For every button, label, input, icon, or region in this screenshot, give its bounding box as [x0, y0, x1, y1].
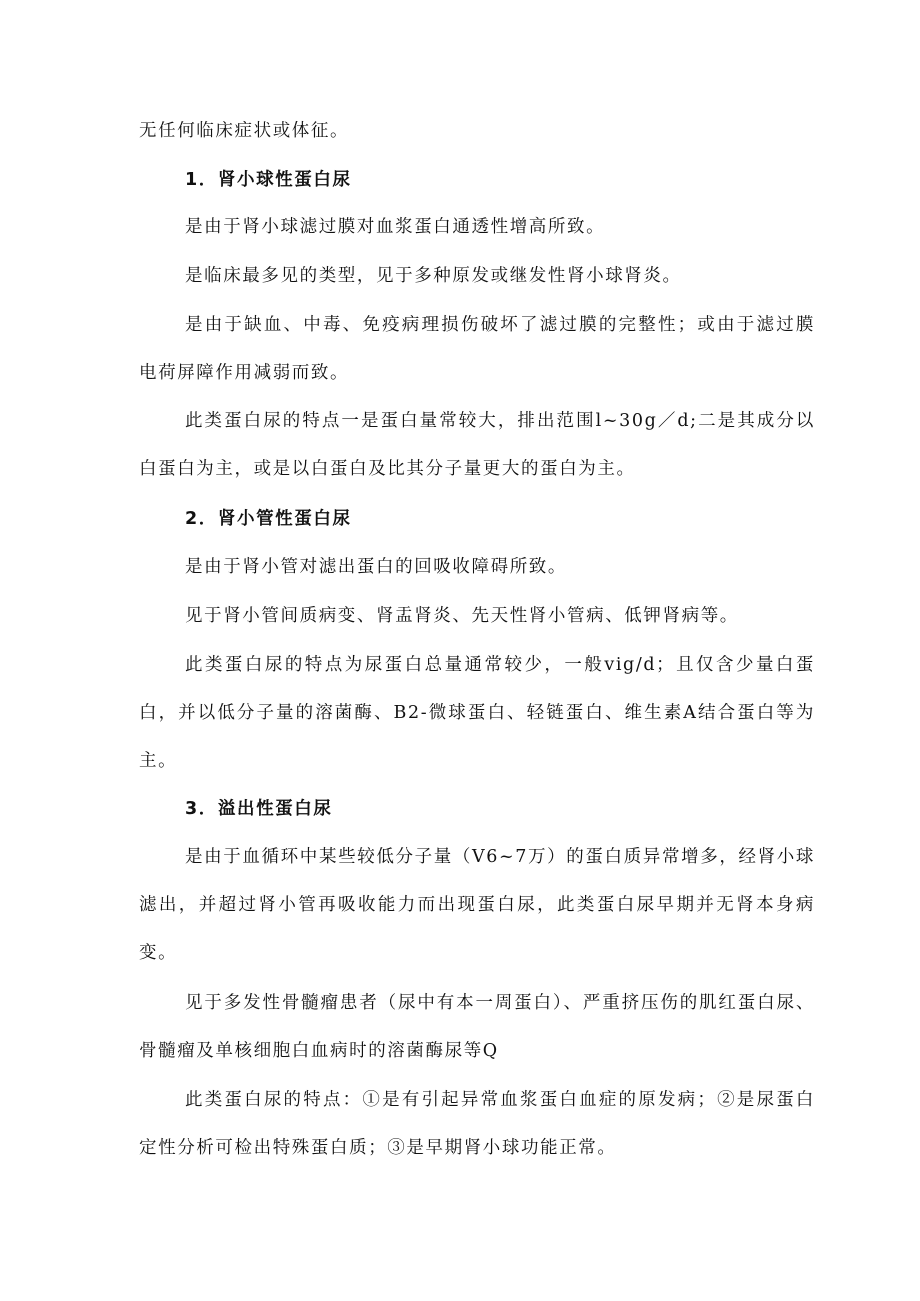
paragraph-intro-tail: 无任何临床症状或体征。: [139, 121, 350, 141]
section-heading-overflow: 3．溢出性蛋白尿: [185, 799, 333, 819]
paragraph-glomerular-type: 是临床最多见的类型，见于多种原发或继发性肾小球肾炎。: [185, 266, 682, 286]
paragraph-tubular-cause: 是由于肾小管对滤出蛋白的回吸收障碍所致。: [185, 557, 567, 577]
section-heading-glomerular: 1．肾小球性蛋白尿: [185, 170, 352, 190]
paragraph-glomerular-features: 此类蛋白尿的特点一是蛋白量常较大，排出范围l~30g／d;二是其成分以白蛋白为主，或是以白蛋白及比其分子量更大的蛋白为主。: [139, 411, 815, 479]
paragraph-overflow-features: 此类蛋白尿的特点：①是有引起异常血浆蛋白血症的原发病；②是尿蛋白定性分析可检出特殊蛋白质；③是早期肾小球功能正常。: [139, 1090, 815, 1158]
paragraph-glomerular-cause: 是由于肾小球滤过膜对血浆蛋白通透性增高所致。: [185, 217, 606, 237]
paragraph-overflow-cause: 是由于血循环中某些较低分子量（V6~7万）的蛋白质异常增多，经肾小球滤出，并超过肾小管再吸收能力而出现蛋白尿，此类蛋白尿早期并无肾本身病变。: [139, 847, 815, 963]
paragraph-overflow-diseases: 见于多发性骨髓瘤患者（尿中有本一周蛋白）、严重挤压伤的肌红蛋白尿、骨髓瘤及单核细胞白血病时的溶菌酶尿等Q: [139, 993, 815, 1061]
section-heading-tubular: 2．肾小管性蛋白尿: [185, 509, 352, 529]
paragraph-tubular-features: 此类蛋白尿的特点为尿蛋白总量通常较少，一般vig/d；且仅含少量白蛋白，并以低分子量的溶菌酶、B2-微球蛋白、轻链蛋白、维生素A结合蛋白等为主。: [139, 655, 815, 771]
paragraph-glomerular-mechanism: 是由于缺血、中毒、免疫病理损伤破坏了滤过膜的完整性；或由于滤过膜电荷屏障作用减弱而致。: [139, 315, 815, 383]
paragraph-tubular-diseases: 见于肾小管间质病变、肾盂肾炎、先天性肾小管病、低钾肾病等。: [185, 606, 739, 626]
